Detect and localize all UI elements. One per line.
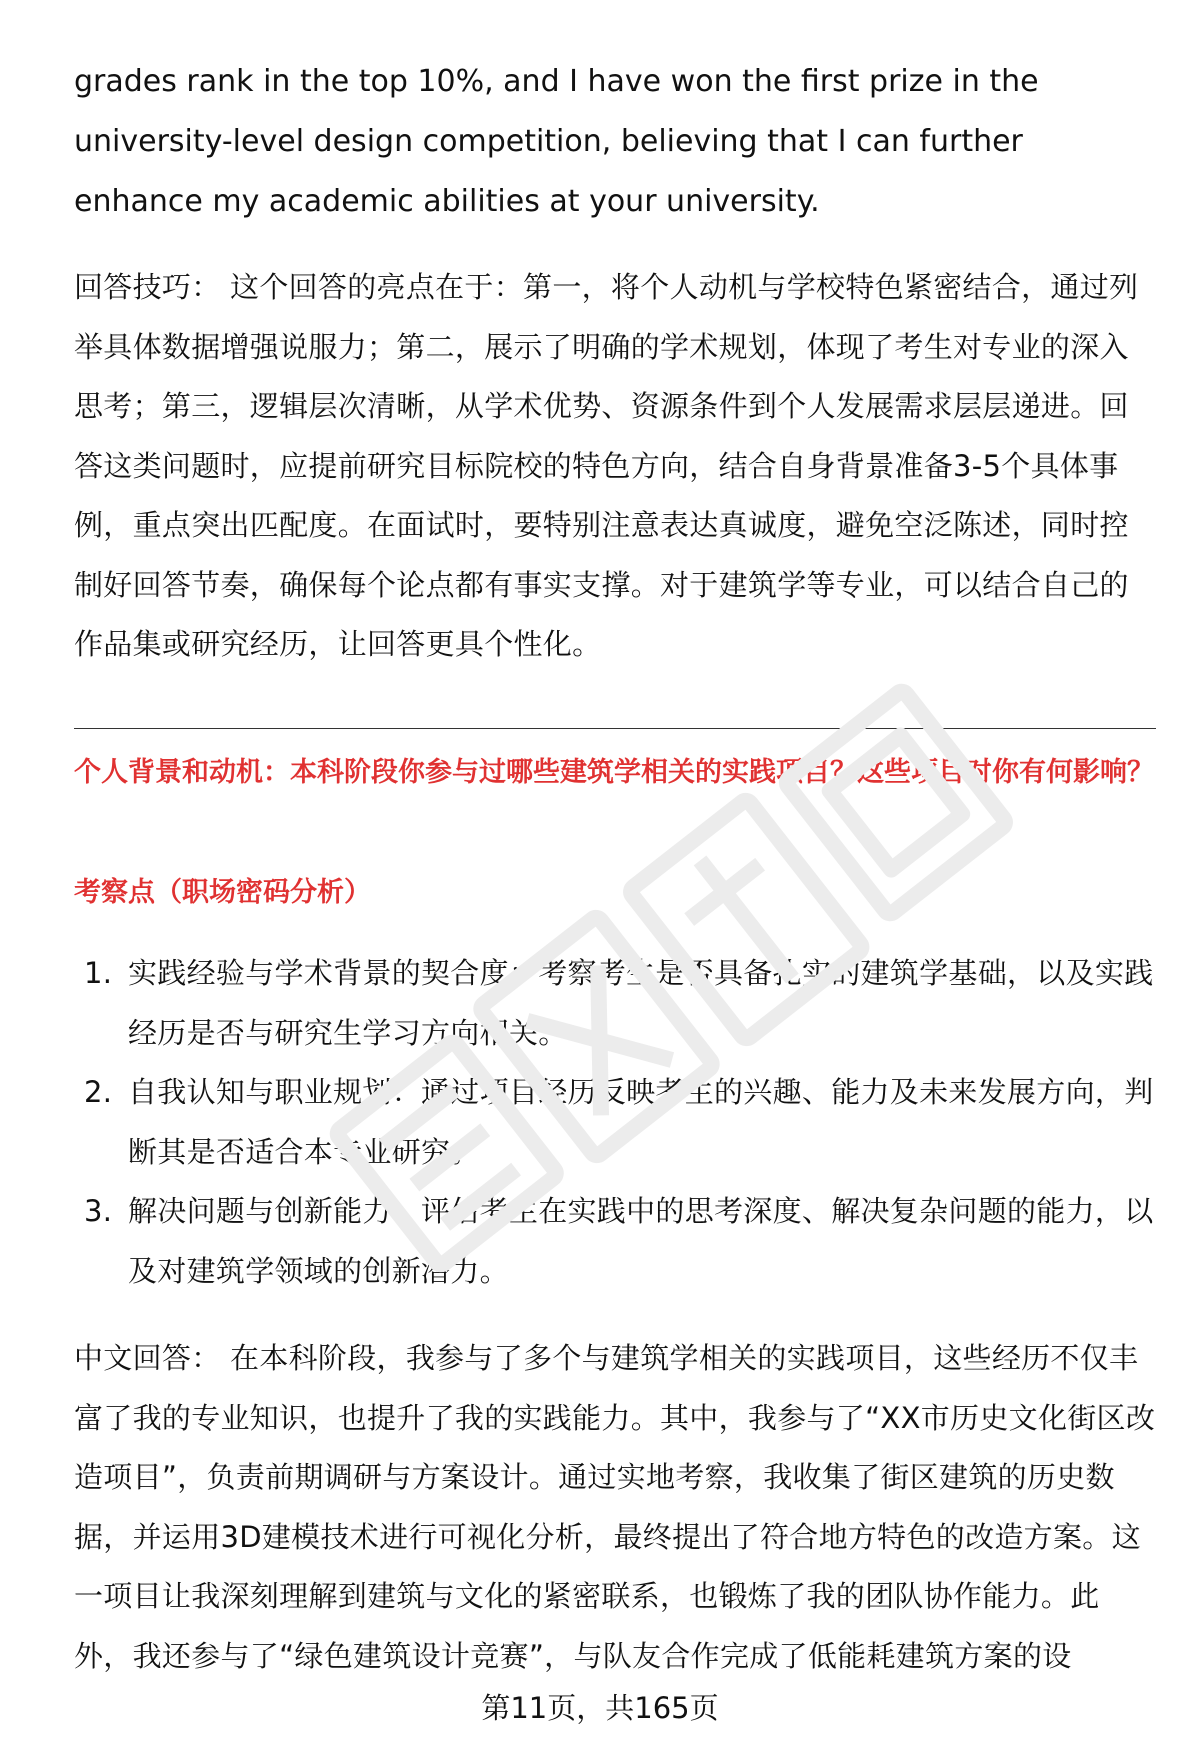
question-heading: 个人背景和动机：本科阶段你参与过哪些建筑学相关的实践项目？这些项目对你有何影响？	[74, 757, 1154, 788]
intro-english-paragraph: grades rank in the top 10%, and I have won the first prize in the university-level design competition, believing that I can further enhance my academic abilities at your university.	[74, 64, 1039, 219]
assessment-points-list	[74, 944, 1156, 1301]
assessment-point	[74, 944, 1156, 1063]
point-text: 实践经验与学术背景的契合度：考察考生是否具备扎实的建筑学基础，以及实践经历是否与研究生学习方向相关。	[128, 956, 1154, 1050]
section-divider	[74, 728, 1156, 729]
page-number-footer: 第11页，共165页	[481, 1691, 719, 1725]
chinese-answer-paragraph: 中文回答： 在本科阶段，我参与了多个与建筑学相关的实践项目，这些经历不仅丰富了我的专业知识，也提升了我的实践能力。其中，我参与了“XX市历史文化街区改造项目”，负责前期调研与方案设计。通过实地考察，我收集了街区建筑的历史数据，并运用3D建模技术进行可视化分析，最终提出了符合地方特色的改造方案。这一项目让我深刻理解到建筑与文化的紧密联系，也锻炼了我的团队协作能力。此外，我还参与了“绿色建筑设计竞赛”，与队友合作完成了低能耗建筑方案的设	[74, 1341, 1156, 1673]
tips-paragraph: 回答技巧： 这个回答的亮点在于：第一，将个人动机与学校特色紧密结合，通过列举具体数据增强说服力；第二，展示了明确的学术规划，体现了考生对专业的深入思考；第三，逻辑层次清晰，从学术优势、资源条件到个人发展需求层层递进。回答这类问题时，应提前研究目标院校的特色方向，结合自身背景准备3-5个具体事例，重点突出匹配度。在面试时，要特别注意表达真诚度，避免空泛陈述，同时控制好回答节奏，确保每个论点都有事实支撑。对于建筑学等专业，可以结合自己的作品集或研究经历，让回答更具个性化。	[74, 270, 1139, 661]
assessment-point	[74, 1182, 1156, 1301]
assessment-point	[74, 1063, 1156, 1182]
point-text: 解决问题与创新能力：评估考生在实践中的思考深度、解决复杂问题的能力，以及对建筑学领域的创新潜力。	[128, 1194, 1154, 1288]
spacer	[74, 232, 1154, 258]
point-text: 自我认知与职业规划：通过项目经历反映考生的兴趣、能力及未来发展方向，判断其是否适合本专业研究。	[128, 1075, 1154, 1169]
chinese-answer-block	[74, 1329, 1156, 1686]
point-number: 3.	[84, 1194, 113, 1228]
point-number: 1.	[84, 956, 113, 990]
assessment-heading: 考察点（职场密码分析）	[74, 877, 371, 908]
page-content	[74, 52, 1154, 675]
point-number: 2.	[84, 1075, 113, 1109]
